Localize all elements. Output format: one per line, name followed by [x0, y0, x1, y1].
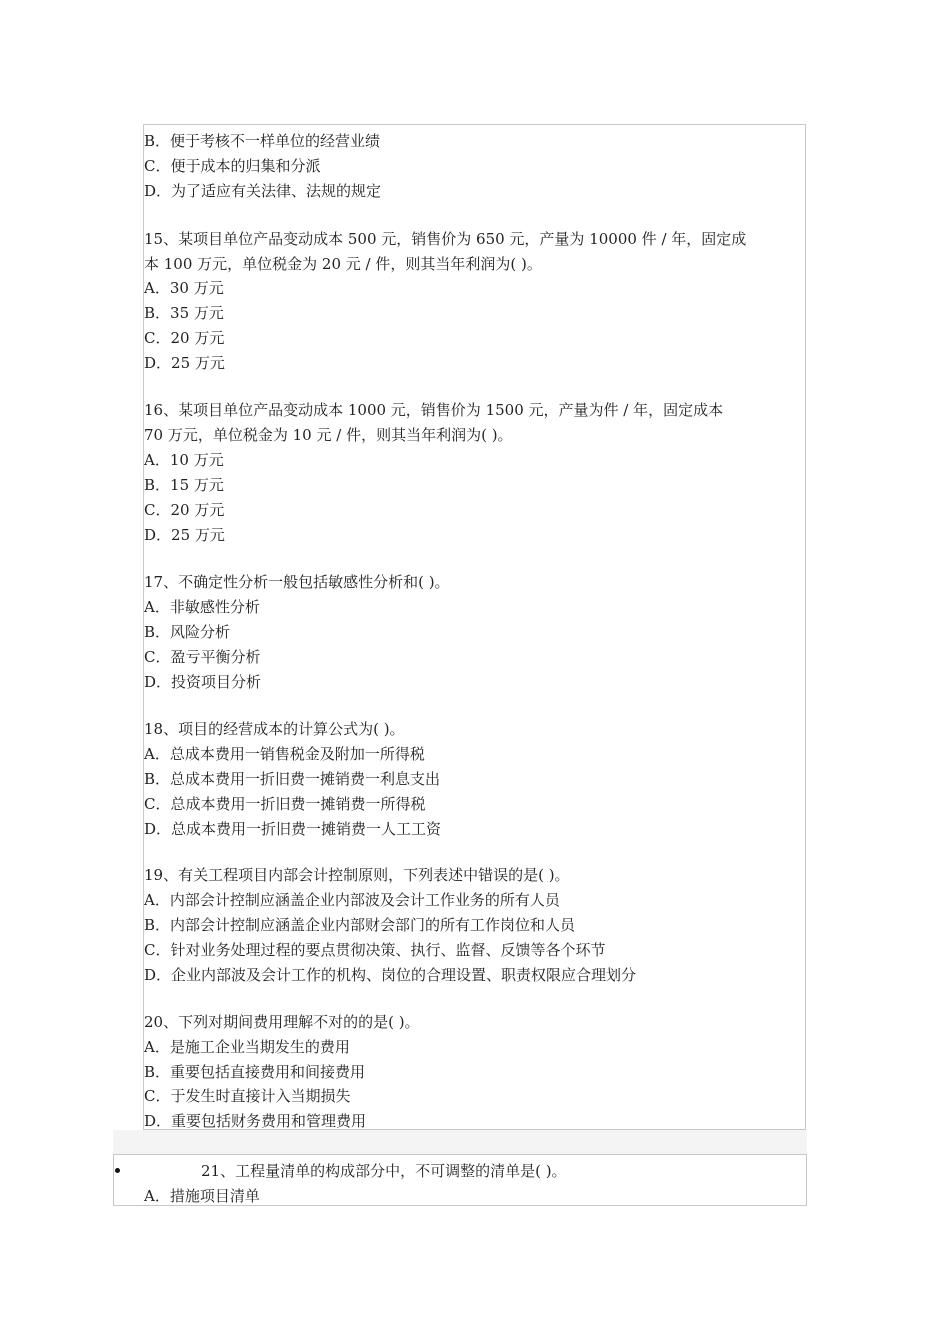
option-a: A．非敏感性分析: [144, 598, 260, 616]
option-d: D．总成本费用一折旧费一摊销费一人工工资: [144, 820, 442, 838]
option-d: D．投资项目分析: [144, 673, 262, 691]
question-17: 17、不确定性分析一般包括敏感性分析和( )。: [144, 573, 450, 591]
option-a: A．总成本费用一销售税金及附加一所得税: [144, 745, 425, 763]
option-d: D．25 万元: [144, 526, 225, 544]
option-c: C．总成本费用一折旧费一摊销费一所得税: [144, 795, 426, 813]
option-b: B．便于考核不一样单位的经营业绩: [144, 132, 381, 150]
option-a: A．10 万元: [144, 451, 224, 469]
question-21: 21、工程量清单的构成部分中，不可调整的清单是( )。: [201, 1162, 567, 1180]
bullet-icon: [115, 1168, 120, 1173]
option-d: D．重要包括财务费用和管理费用: [144, 1112, 367, 1130]
question-15-line1: 15、某项目单位产品变动成本 500 元，销售价为 650 元，产量为 10000 件 / 年，固定成: [144, 230, 747, 248]
option-b: B．35 万元: [144, 304, 224, 322]
option-b: B．重要包括直接费用和间接费用: [144, 1063, 366, 1081]
question-20: 20、下列对期间费用理解不对的的是( )。: [144, 1013, 420, 1031]
option-c: C．便于成本的归集和分派: [144, 157, 321, 175]
option-c: C．针对业务处理过程的要点贯彻决策、执行、监督、反馈等各个环节: [144, 941, 606, 959]
option-c: C．20 万元: [144, 329, 225, 347]
option-c: C．20 万元: [144, 501, 225, 519]
option-a: A．30 万元: [144, 279, 224, 297]
option-c: C．盈亏平衡分析: [144, 648, 261, 666]
option-a: A．是施工企业当期发生的费用: [144, 1038, 350, 1056]
question-15-line2: 本 100 万元，单位税金为 20 元 / 件，则其当年利润为( )。: [144, 255, 542, 273]
question-19: 19、有关工程项目内部会计控制原则，下列表述中错误的是( )。: [144, 866, 570, 884]
option-a: A．措施项目清单: [144, 1187, 260, 1205]
option-d: D．企业内部波及会计工作的机构、岗位的合理设置、职责权限应合理划分: [144, 966, 637, 984]
question-16-line1: 16、某项目单位产品变动成本 1000 元，销售价为 1500 元，产量为件 / 年，固定成本: [144, 401, 724, 419]
question-16-line2: 70 万元，单位税金为 10 元 / 件，则其当年利润为( )。: [144, 426, 513, 444]
option-d: D．为了适应有关法律、法规的规定: [144, 182, 382, 200]
option-b: B．15 万元: [144, 476, 224, 494]
option-b: B．内部会计控制应涵盖企业内部财会部门的所有工作岗位和人员: [144, 916, 576, 934]
option-d: D．25 万元: [144, 354, 225, 372]
option-c: C．于发生时直接计入当期损失: [144, 1087, 351, 1105]
option-b: B．总成本费用一折旧费一摊销费一利息支出: [144, 770, 441, 788]
option-a: A．内部会计控制应涵盖企业内部波及会计工作业务的所有人员: [144, 891, 560, 909]
question-18: 18、项目的经营成本的计算公式为( )。: [144, 720, 405, 738]
option-b: B．风险分析: [144, 623, 231, 641]
panel-gap: [113, 1130, 807, 1154]
